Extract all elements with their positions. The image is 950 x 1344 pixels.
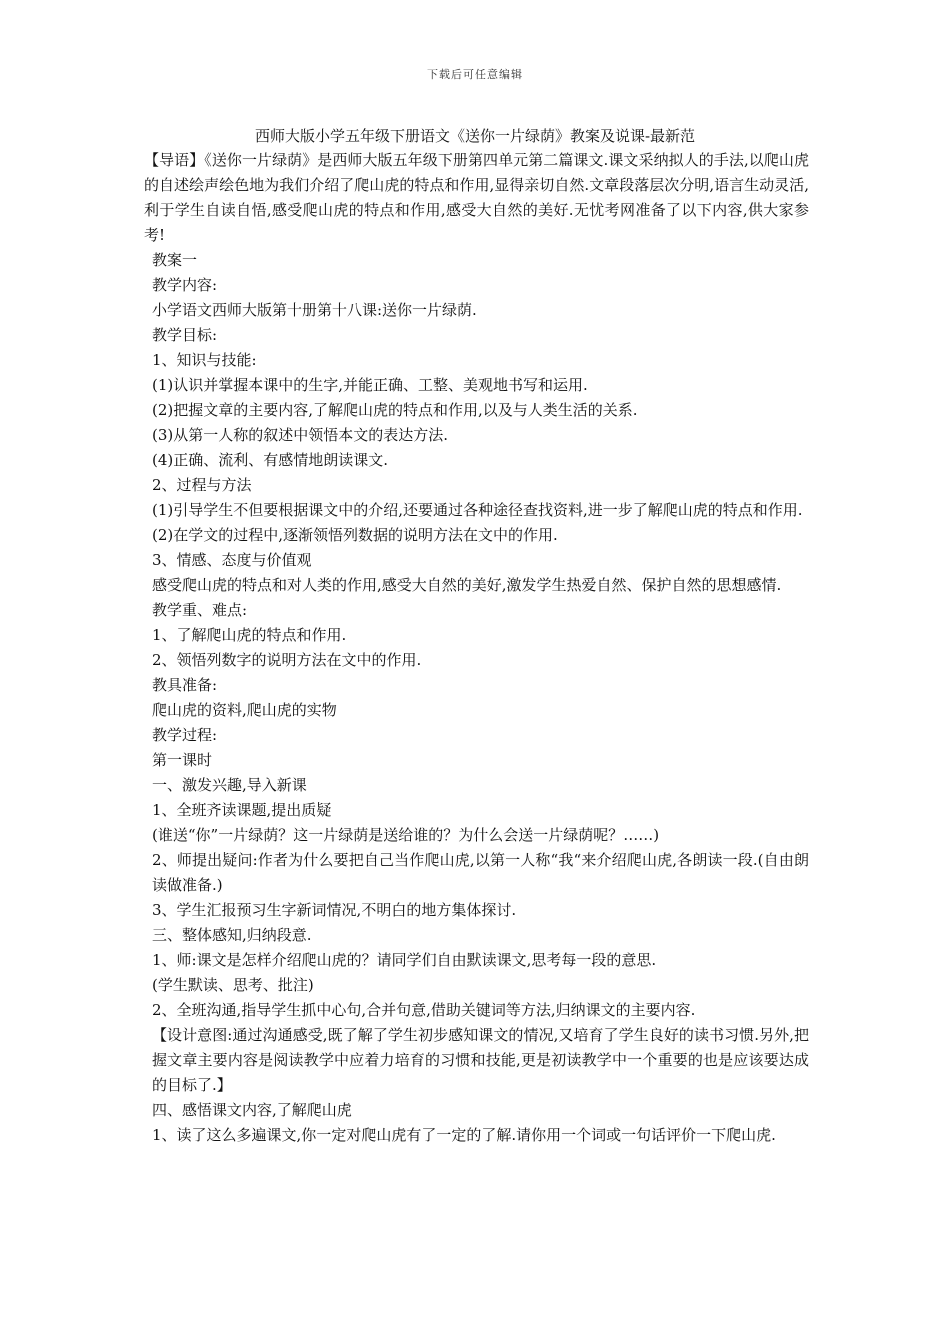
paragraph: 2、过程与方法 — [152, 476, 252, 494]
document-title: 西师大版小学五年级下册语文《送你一片绿荫》教案及说课-最新范 — [254, 127, 696, 145]
paragraph: 2、师提出疑问:作者为什么要把自己当作爬山虎,以第一人称“我“来介绍爬山虎,各朗读一段.(自由朗读做准备.) — [152, 851, 809, 894]
paragraph: (学生默读、思考、批注) — [152, 976, 314, 994]
paragraph: 教案一 — [152, 251, 198, 269]
paragraph: 三、整体感知,归纳段意. — [152, 926, 312, 944]
paragraph: 2、领悟列数字的说明方法在文中的作用. — [152, 651, 422, 669]
paragraph: 教学目标: — [152, 326, 218, 344]
paragraph: 3、学生汇报预习生字新词情况,不明白的地方集体探讨. — [152, 901, 517, 919]
paragraph: 1、了解爬山虎的特点和作用. — [152, 626, 347, 644]
paragraph: 3、情感、态度与价值观 — [152, 551, 312, 569]
paragraph: 1、全班齐读课题,提出质疑 — [152, 801, 332, 819]
paragraph: 教学过程: — [152, 726, 218, 744]
document-body — [144, 148, 809, 1148]
paragraph: (1)引导学生不但要根据课文中的介绍,还要通过各种途径查找资料,进一步了解爬山虎的特点和作用. — [152, 501, 803, 519]
paragraph: 爬山虎的资料,爬山虎的实物 — [152, 701, 337, 719]
paragraph: 【设计意图:通过沟通感受,既了解了学生初步感知课文的情况,又培育了学生良好的读书习惯.另外,把握文章主要内容是阅读教学中应着力培育的习惯和技能,更是初读教学中一个重要的也是应该要达成的目标了.】 — [152, 1026, 809, 1094]
paragraph: 1、知识与技能: — [152, 351, 257, 369]
paragraph: 一、激发兴趣,导入新课 — [152, 776, 307, 794]
paragraph: (2)把握文章的主要内容,了解爬山虎的特点和作用,以及与人类生活的关系. — [152, 401, 638, 419]
paragraph: 小学语文西师大版第十册第十八课:送你一片绿荫. — [152, 301, 477, 319]
paragraph: 感受爬山虎的特点和对人类的作用,感受大自然的美好,激发学生热爱自然、保护自然的思想感情. — [152, 576, 782, 594]
page-header: 下载后可任意编辑 — [427, 68, 523, 81]
paragraph: 教具准备: — [152, 676, 218, 694]
paragraph: 1、师:课文是怎样介绍爬山虎的？请同学们自由默读课文,思考每一段的意思. — [152, 951, 657, 969]
paragraph: (4)正确、流利、有感情地朗读课文. — [152, 451, 389, 469]
paragraph: 四、感悟课文内容,了解爬山虎 — [152, 1101, 352, 1119]
paragraph: 2、全班沟通,指导学生抓中心句,合并句意,借助关键词等方法,归纳课文的主要内容. — [152, 1001, 696, 1019]
paragraph: (1)认识并掌握本课中的生字,并能正确、工整、美观地书写和运用. — [152, 376, 588, 394]
paragraph: 【导语】《送你一片绿荫》是西师大版五年级下册第四单元第二篇课文.课文采纳拟人的手法,以爬山虎的自述绘声绘色地为我们介绍了爬山虎的特点和作用,显得亲切自然.文章段落层次分明,语言生动灵活,利于学生自读自悟,感受爬山虎的特点和作用,感受大自然的美好.无忧考网准备了以下内容,供大家参考! — [144, 151, 809, 244]
paragraph: (3)从第一人称的叙述中领悟本文的表达方法. — [152, 426, 449, 444]
paragraph: (谁送“你”一片绿荫？这一片绿荫是送给谁的？为什么会送一片绿荫呢？……) — [152, 826, 660, 844]
paragraph: 教学重、难点: — [152, 601, 248, 619]
paragraph: 第一课时 — [152, 751, 213, 769]
paragraph: (2)在学文的过程中,逐渐领悟列数据的说明方法在文中的作用. — [152, 526, 558, 544]
paragraph: 1、读了这么多遍课文,你一定对爬山虎有了一定的了解.请你用一个词或一句话评价一下爬山虎. — [152, 1126, 776, 1144]
paragraph: 教学内容: — [152, 276, 218, 294]
